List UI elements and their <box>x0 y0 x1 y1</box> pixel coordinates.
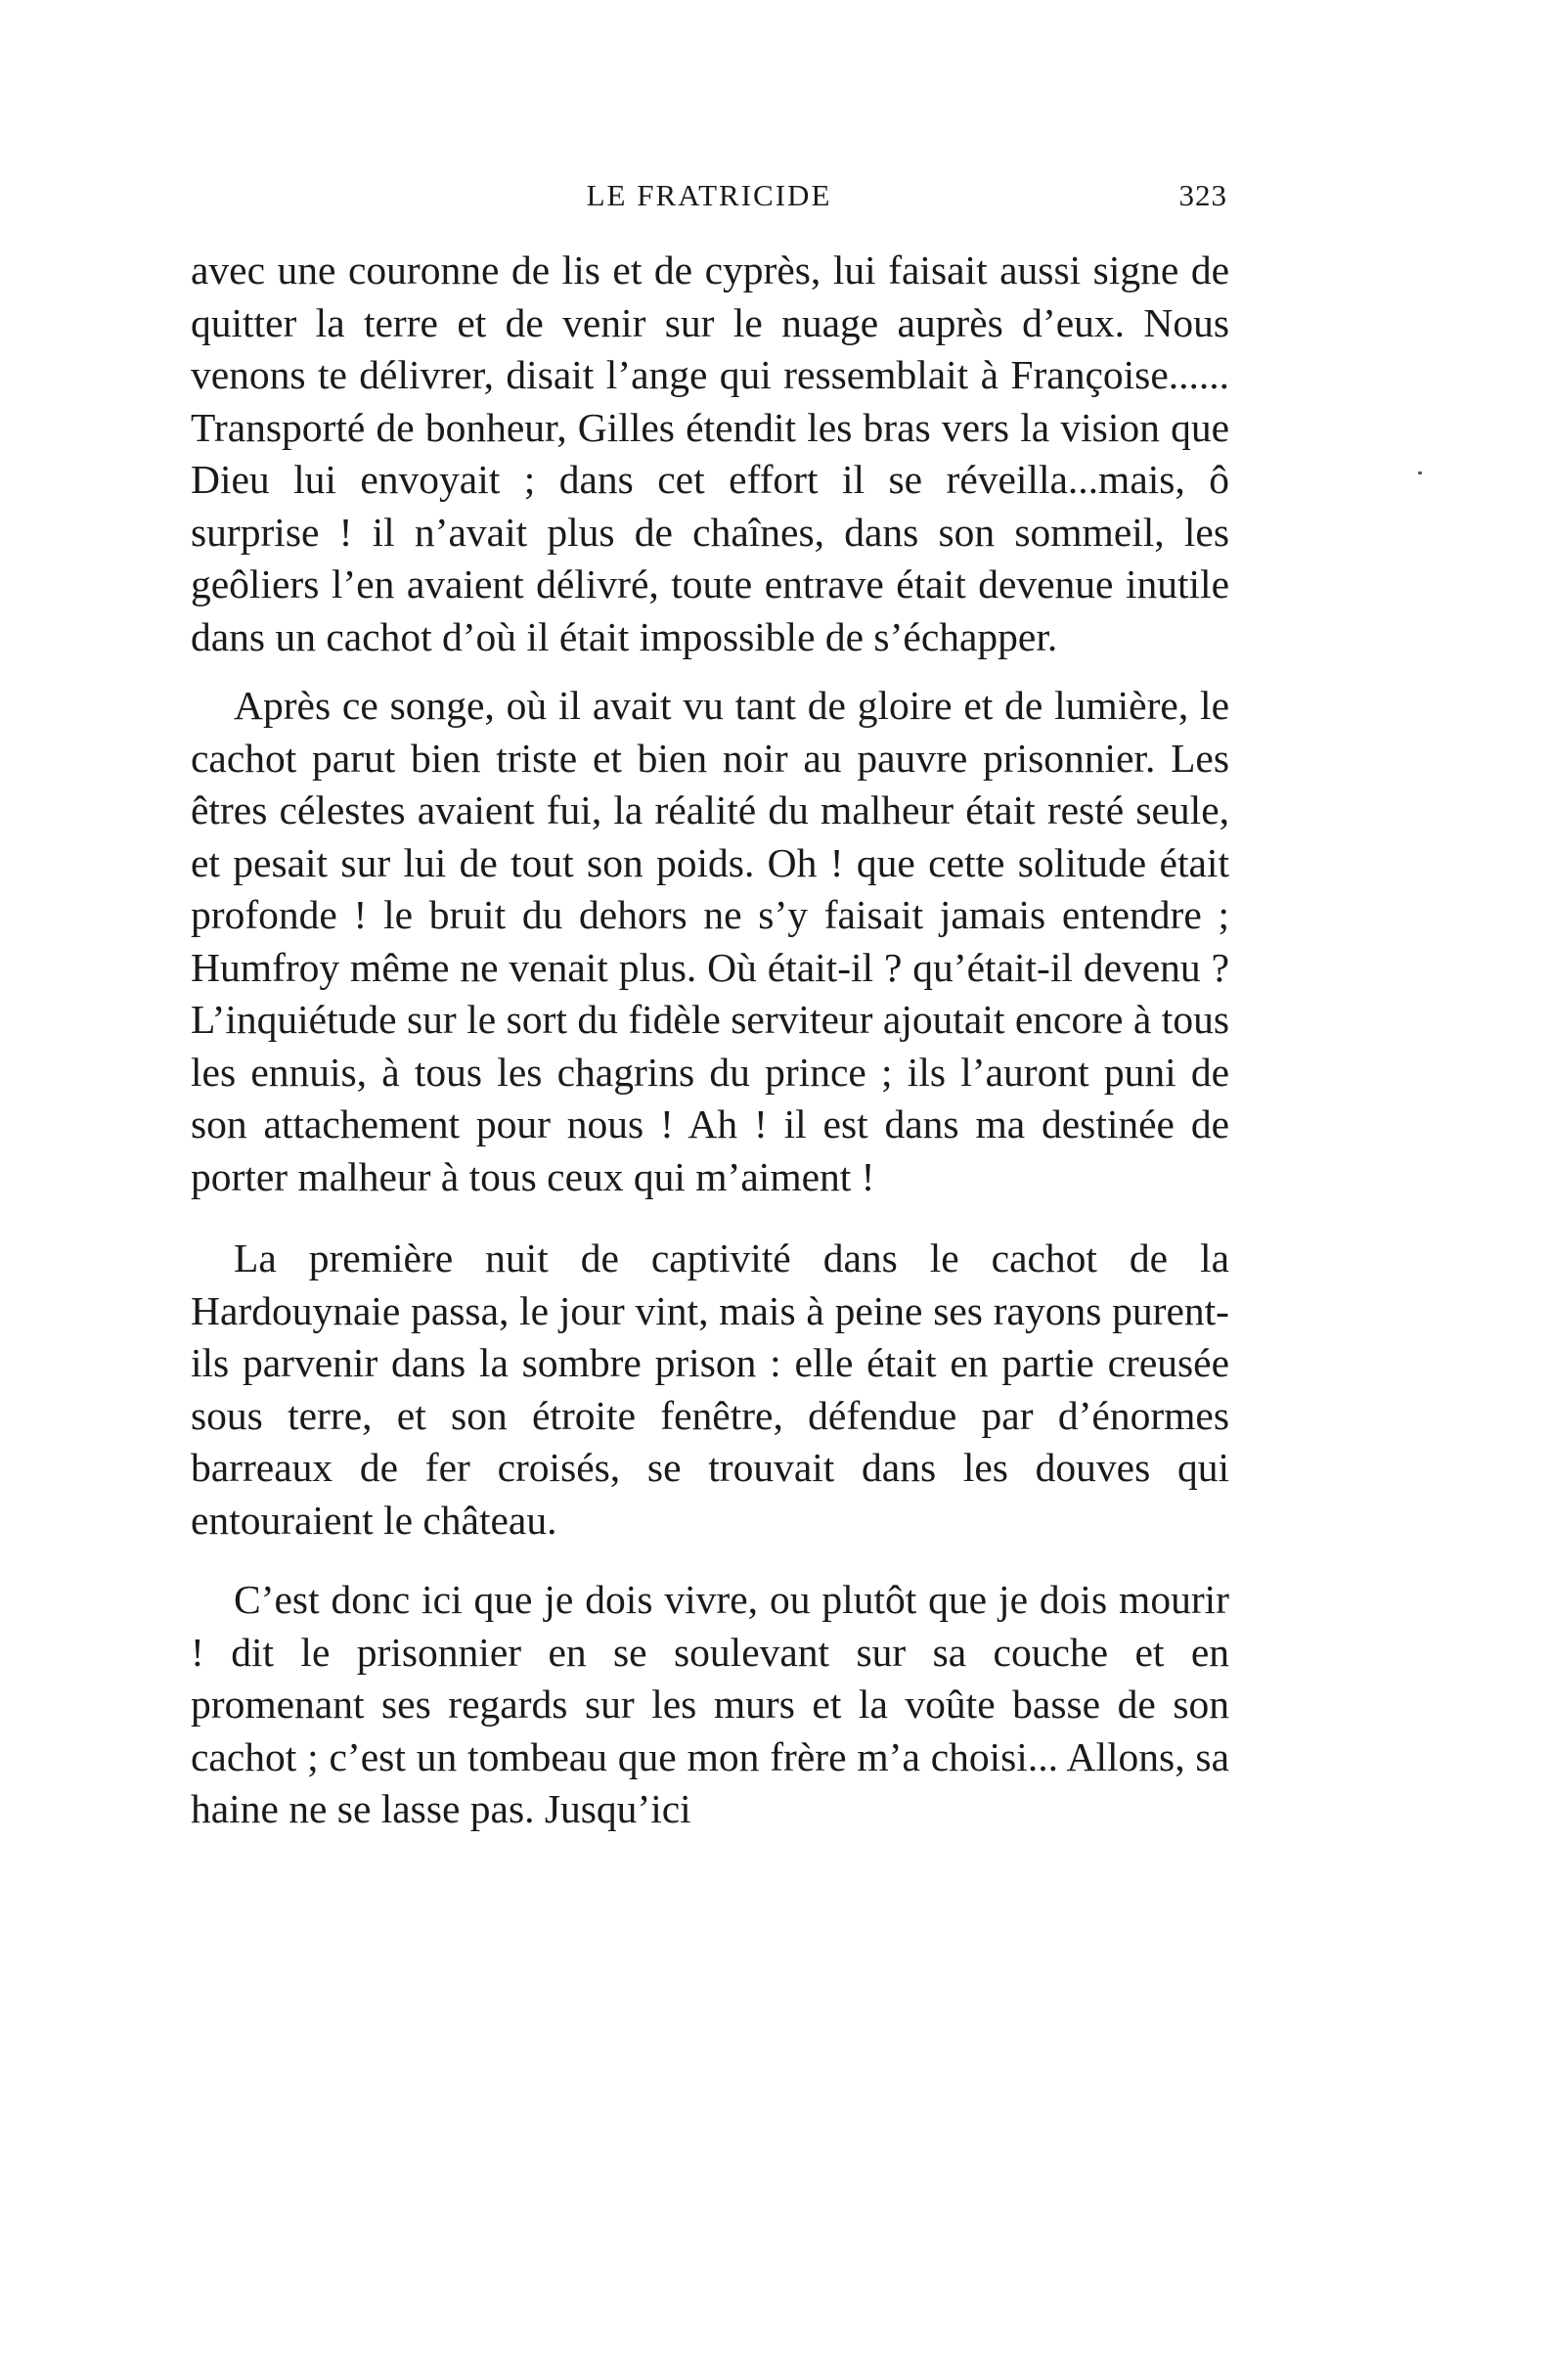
page-number: 323 <box>1178 178 1227 212</box>
paragraph-continued: avec une couronne de lis et de cyprès, lui faisait aussi signe de quitter la terre et de venir sur le nuage auprès d’eux. Nous venons te délivrer, disait l’ange qui ressemblait à Françoise...... Transporté de bonheur, Gilles étendit les bras vers la vision que Dieu lui envoyait ; dans cet effort il se réveilla...mais, ô surprise ! il n’avait plus de chaînes, dans son sommeil, les geôliers l’en avaient délivré, toute entrave était devenue inutile dans un cachot d’où il était impossible de s’échapper. <box>191 247 1229 659</box>
running-title: LE FRATRICIDE <box>586 178 832 212</box>
paragraph-prisoner-speech: C’est donc ici que je dois vivre, ou plutôt que je dois mourir ! dit le prisonnier en se soulevant sur sa couche et en promenant ses regards sur les murs et la voûte basse de son cachot ; c’est un tombeau que mon frère m’a choisi... Allons, sa haine ne se lasse pas. Jusqu’ici <box>191 1577 1229 1831</box>
body-text <box>191 245 1229 1836</box>
paragraph-dream: Après ce songe, où il avait vu tant de gloire et de lumière, le cachot parut bien triste et bien noir au pauvre prisonnier. Les êtres célestes avaient fui, la réalité du malheur était resté seule, et pesait sur lui de tout son poids. Oh ! que cette solitude était profonde ! le bruit du dehors ne s’y faisait jamais entendre ; Humfroy même ne venait plus. Où était-il ? qu’était-il devenu ? L’inquiétude sur le sort du fidèle serviteur ajoutait encore à tous les ennuis, à tous les chagrins du prince ; ils l’auront puni de son attachement pour nous ! Ah ! il est dans ma destinée de porter malheur à tous ceux qui m’aiment ! <box>191 683 1229 1199</box>
paragraph-first-night: La première nuit de captivité dans le cachot de la Hardouynaie passa, le jour vint, mais à peine ses rayons purent-ils parvenir dans la sombre prison : elle était en partie creusée sous terre, et son étroite fenêtre, défendue par d’énormes barreaux de fer croisés, se trouvait dans les douves qui entouraient le château. <box>191 1235 1229 1543</box>
margin-speck <box>1418 472 1422 474</box>
running-head <box>191 174 1227 217</box>
